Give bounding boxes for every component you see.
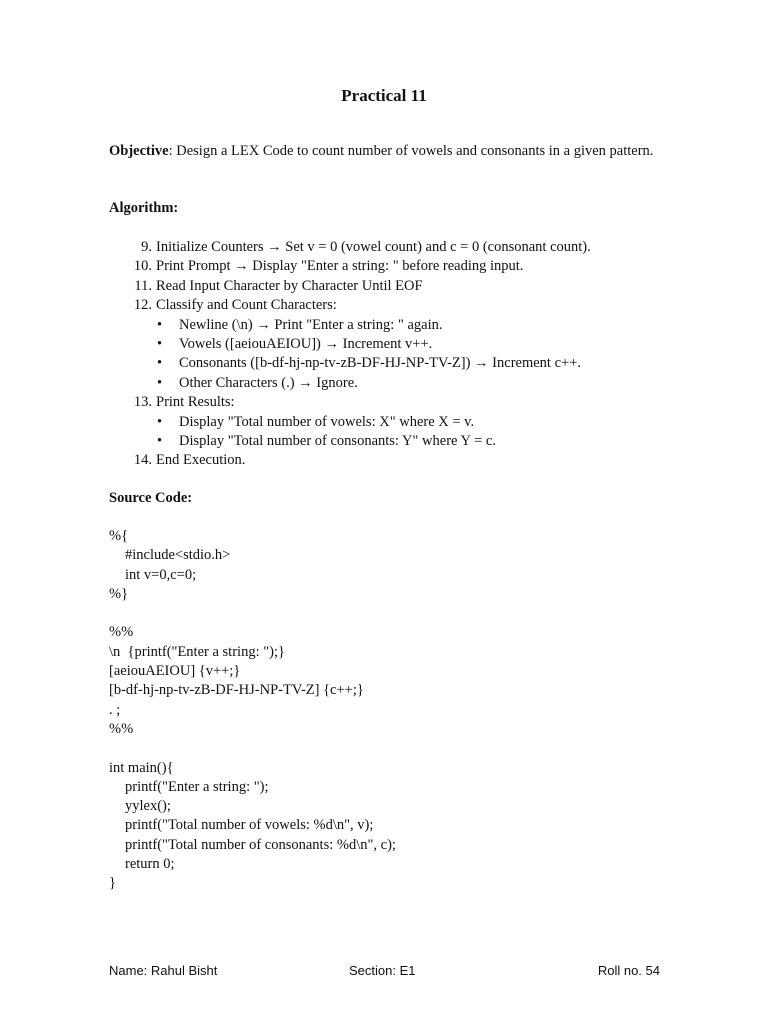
code-line: printf("Total number of consonants: %d\n", c); [125,836,396,853]
bullet-icon: • [157,316,163,333]
sub-bullet [109,335,709,354]
bullet-icon: • [157,374,163,391]
objective-paragraph [109,142,669,162]
page-title: Practical 11 [341,86,427,105]
step-text: Initialize Counters → Set v = 0 (vowel count) and c = 0 (consonant count). [156,239,591,255]
code-line [109,604,709,623]
sub-bullet [109,374,709,393]
step-text: End Execution. [156,452,246,469]
code-line: } [109,875,116,892]
algorithm-step [109,238,709,257]
source-code-block [109,527,709,894]
bullet-icon: • [157,336,163,353]
algorithm-step [109,257,709,276]
algorithm-list [109,238,709,471]
code-line: \n {printf("Enter a string: ");} [109,643,285,660]
sub-bullet-text: Consonants ([b-df-hj-np-tv-zB-DF-HJ-NP-TV-Z]) → Increment c++. [179,355,581,372]
sub-bullet [109,432,709,451]
objective-label: Objective [109,143,169,159]
sub-bullet-text: Other Characters (.) → Ignore. [179,374,358,391]
bullet-icon: • [157,355,163,372]
sub-bullet-text: Display "Total number of vowels: X" where X = v. [179,413,475,430]
step-text: Classify and Count Characters: [156,297,337,314]
code-line: int v=0,c=0; [125,566,197,583]
code-line: %% [109,720,134,737]
code-line: [b-df-hj-np-tv-zB-DF-HJ-NP-TV-Z] {c++;} [109,682,364,699]
algorithm-step [109,277,709,296]
code-line: . ; [109,701,121,718]
step-number: 12. [133,297,152,314]
footer-section: Section: E1 [349,963,416,978]
step-number: 14. [133,452,152,469]
step-number: 10. [133,258,152,275]
sub-bullet [109,413,709,432]
algorithm-step [109,296,709,315]
objective-text: : Design a LEX Code to count number of vowels and consonants in a given pattern. [168,143,654,159]
sub-bullet-text: Display "Total number of consonants: Y" where Y = c. [179,433,496,450]
page-footer [109,963,660,981]
step-number: 9. [141,239,152,255]
algorithm-step [109,451,709,470]
code-line: [aeiouAEIOU] {v++;} [109,663,241,680]
algorithm-step [109,393,709,412]
sub-bullet [109,354,709,373]
step-number: 11. [134,277,152,294]
code-line: printf("Total number of vowels: %d\n", v); [125,817,374,834]
code-line [109,739,709,758]
source-code-heading: Source Code: [109,490,193,506]
step-text: Print Prompt → Display "Enter a string: " before reading input. [156,258,524,275]
step-number: 13. [133,394,152,411]
sub-bullet [109,316,709,335]
code-line: %{ [109,528,129,544]
sub-bullet-text: Newline (\n) → Print "Enter a string: " again. [179,316,443,333]
bullet-icon: • [157,433,163,450]
code-line: yylex(); [125,798,171,815]
code-line: %% [109,624,134,641]
footer-roll-number: Roll no. 54 [597,963,660,978]
footer-name: Name: Rahul Bisht [109,963,218,978]
code-line: #include<stdio.h> [125,547,231,564]
code-line: printf("Enter a string: "); [125,778,269,795]
code-line: int main(){ [109,759,174,776]
code-line: return 0; [125,856,175,873]
algorithm-heading: Algorithm: [109,200,179,216]
code-line: %} [109,585,129,602]
step-text: Print Results: [156,394,235,411]
bullet-icon: • [157,413,163,430]
sub-bullet-text: Vowels ([aeiouAEIOU]) → Increment v++. [179,336,433,353]
step-text: Read Input Character by Character Until EOF [156,277,423,294]
